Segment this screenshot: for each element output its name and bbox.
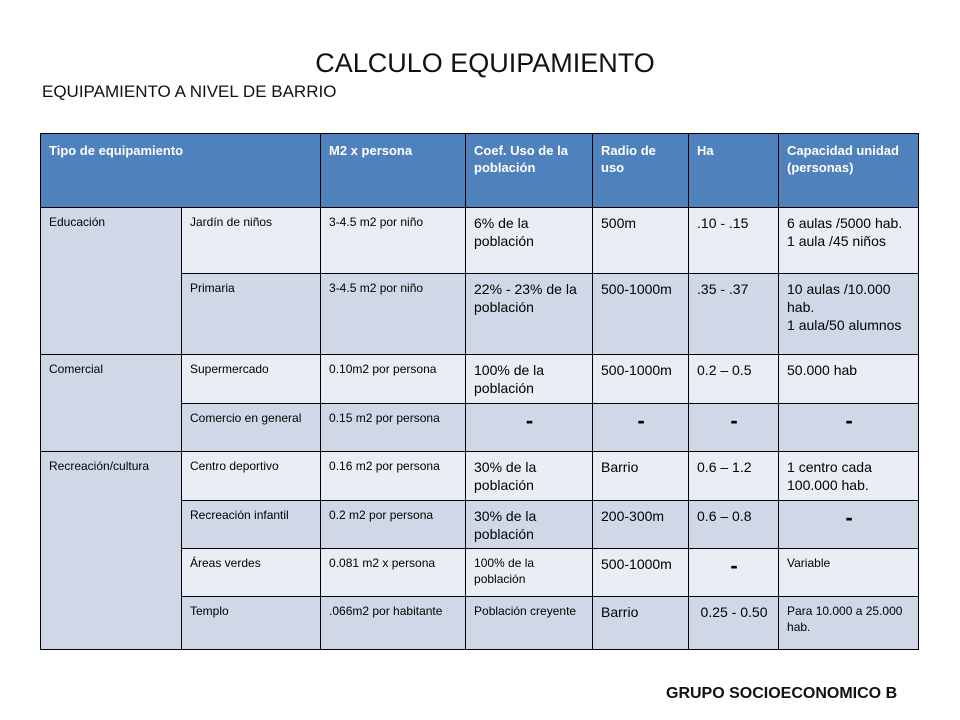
- ha-cell: .35 - .37: [689, 274, 779, 355]
- table-header-row: [41, 134, 919, 208]
- coef-cell: -: [466, 403, 593, 451]
- table-row: [41, 355, 919, 404]
- coef-cell: 100% de la población: [466, 355, 593, 404]
- capacity-cell: Variable: [779, 549, 919, 597]
- table-row: [41, 451, 919, 500]
- coef-cell: 22% - 23% de la población: [466, 274, 593, 355]
- page-subtitle: EQUIPAMIENTO A NIVEL DE BARRIO: [42, 82, 337, 101]
- radio-cell: 500-1000m: [593, 355, 689, 404]
- radio-cell: Barrio: [593, 597, 689, 650]
- page-title: CALCULO EQUIPAMIENTO: [315, 48, 655, 78]
- m2-cell: 3-4.5 m2 por niño: [321, 274, 466, 355]
- coef-cell: 30% de la población: [466, 451, 593, 500]
- m2-cell: 0.081 m2 x persona: [321, 549, 466, 597]
- radio-cell: 200-300m: [593, 500, 689, 549]
- radio-cell: 500-1000m: [593, 549, 689, 597]
- capacity-cell: [779, 274, 919, 355]
- capacity-cell: 50.000 hab: [779, 355, 919, 404]
- radio-cell: 500-1000m: [593, 274, 689, 355]
- ha-cell: 0.2 – 0.5: [689, 355, 779, 404]
- subtype-cell: Áreas verdes: [182, 549, 321, 597]
- m2-cell: 0.2 m2 por persona: [321, 500, 466, 549]
- subtype-cell: Jardín de niños: [182, 208, 321, 274]
- ha-cell: 0.25 - 0.50: [689, 597, 779, 650]
- coef-cell: 100% de la población: [466, 549, 593, 597]
- capacity-cell: -: [779, 500, 919, 549]
- header-coef: Coef. Uso de la población: [466, 134, 593, 208]
- category-cell: Recreación/cultura: [41, 451, 182, 650]
- radio-cell: Barrio: [593, 451, 689, 500]
- capacity-cell: [779, 208, 919, 274]
- subtype-cell: Primaria: [182, 274, 321, 355]
- footer-label: GRUPO SOCIOECONOMICO B: [666, 685, 898, 702]
- capacity-line: 10 aulas /10.000 hab.: [787, 281, 891, 315]
- subtype-cell: Templo: [182, 597, 321, 650]
- capacity-line: 1 aula/50 alumnos: [787, 316, 902, 333]
- radio-cell: 500m: [593, 208, 689, 274]
- table-row: [41, 208, 919, 274]
- m2-cell: 0.15 m2 por persona: [321, 403, 466, 451]
- capacity-cell: Para 10.000 a 25.000 hab.: [779, 597, 919, 650]
- category-cell: Educación: [41, 208, 182, 355]
- ha-cell: .10 - .15: [689, 208, 779, 274]
- equipment-table: [40, 133, 919, 650]
- subtype-cell: Supermercado: [182, 355, 321, 404]
- subtype-cell: Comercio en general: [182, 403, 321, 451]
- ha-cell: 0.6 – 0.8: [689, 500, 779, 549]
- m2-cell: .066m2 por habitante: [321, 597, 466, 650]
- ha-cell: 0.6 – 1.2: [689, 451, 779, 500]
- coef-cell: 6% de la población: [466, 208, 593, 274]
- ha-cell: -: [689, 549, 779, 597]
- header-ha: Ha: [689, 134, 779, 208]
- m2-cell: 0.10m2 por persona: [321, 355, 466, 404]
- m2-cell: 3-4.5 m2 por niño: [321, 208, 466, 274]
- header-radio: Radio de uso: [593, 134, 689, 208]
- capacity-line: 6 aulas /5000 hab.: [787, 215, 903, 231]
- subtype-cell: Centro deportivo: [182, 451, 321, 500]
- header-capacidad: Capacidad unidad (personas): [779, 134, 919, 208]
- capacity-cell: 1 centro cada 100.000 hab.: [779, 451, 919, 500]
- ha-cell: -: [689, 403, 779, 451]
- coef-cell: 30% de la población: [466, 500, 593, 549]
- coef-cell: Población creyente: [466, 597, 593, 650]
- subtype-cell: Recreación infantil: [182, 500, 321, 549]
- m2-cell: 0.16 m2 por persona: [321, 451, 466, 500]
- header-tipo: Tipo de equipamiento: [41, 134, 321, 208]
- radio-cell: -: [593, 403, 689, 451]
- capacity-cell: -: [779, 403, 919, 451]
- header-m2: M2 x persona: [321, 134, 466, 208]
- category-cell: Comercial: [41, 355, 182, 452]
- capacity-line: 1 aula /45 niños: [787, 232, 886, 249]
